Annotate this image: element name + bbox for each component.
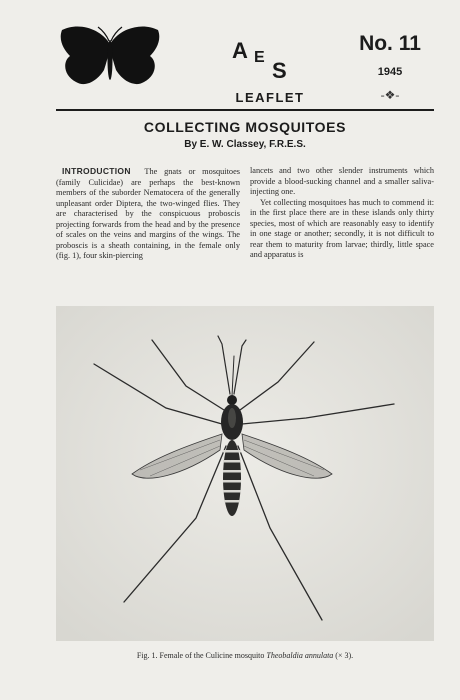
- intro-text: The gnats or mosquitoes (family Culicidae) are perhaps the best-known members of the suborder Nematocera of the generally unpleasant order Diptera, the two-winged flies. They are characterised by the conspicuous proboscis projecting forwards from the head and by the presence of scales on the veins and margins of the wings. The proboscis is a sheath containing, in the female only (fig. 1), four skin-piercing: [56, 167, 240, 260]
- caption-prefix: Fig. 1. Female of the Culicine mosquito: [136, 651, 265, 660]
- mosquito-illustration-icon: [56, 306, 434, 641]
- aes-logo-letter-e: E: [254, 49, 265, 66]
- leaflet-label: LEAFLET: [235, 90, 305, 105]
- figure-caption: [56, 651, 434, 660]
- aes-logo: [228, 36, 300, 90]
- right-column: [250, 166, 434, 261]
- right-paragraph-1: lancets and two other slender instruments which provide a blood-sucking channel and a smaller saliva-injecting one.: [250, 166, 434, 196]
- caption-suffix: (× 3).: [335, 651, 354, 660]
- caption-species: Theobaldia annulata: [266, 651, 334, 660]
- left-column: [56, 166, 240, 262]
- ornament: -❖-: [380, 88, 400, 102]
- aes-logo-letter-a: A: [232, 38, 248, 63]
- butterfly-logo-icon: [56, 24, 164, 96]
- article-title: COLLECTING MOSQUITOES: [143, 119, 347, 135]
- aes-logo-letter-s: S: [272, 58, 287, 83]
- right-paragraph-2: Yet collecting mosquitoes has much to commend it: in the first place there are in these islands only thirty species, most of which are reasonably easy to identify in one stage or another; secondly, it is not difficult to rear them to maturity from larvae; thirdly, little space and apparatus is: [250, 197, 434, 259]
- article-byline: By E. W. Classey, F.R.E.S.: [184, 139, 306, 150]
- issue-number: No. 11: [359, 32, 421, 55]
- intro-heading: INTRODUCTION: [62, 166, 131, 176]
- issue-year: 1945: [377, 66, 403, 78]
- mosquito-photo: [56, 306, 434, 641]
- header-rule: [56, 109, 434, 111]
